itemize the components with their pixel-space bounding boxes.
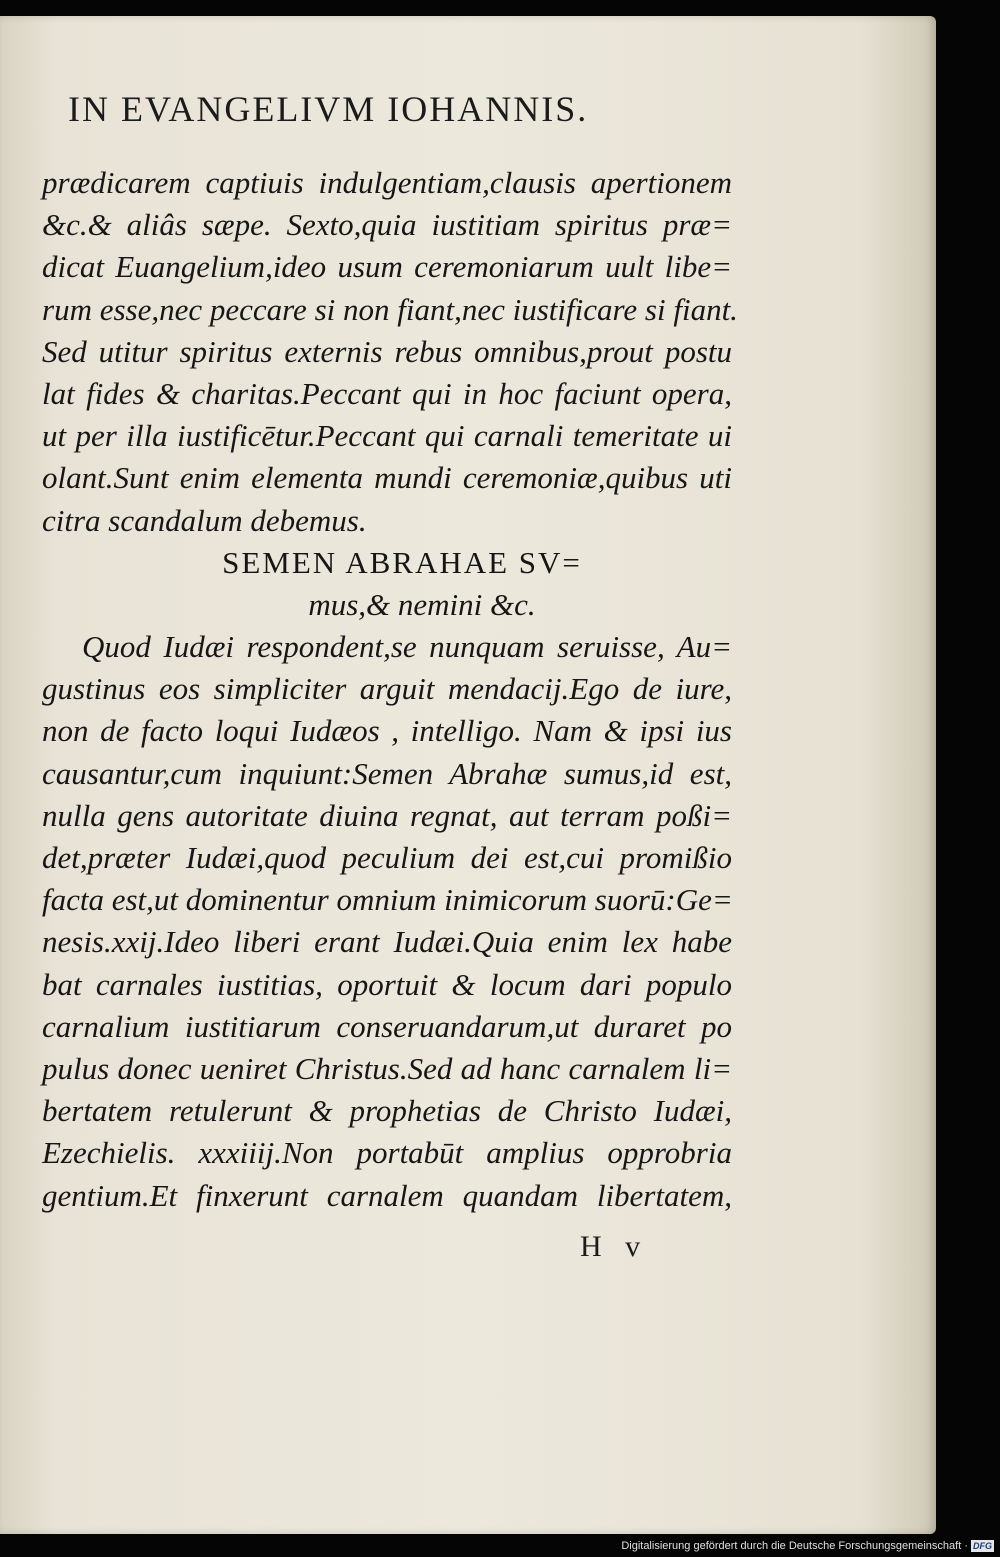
text-line: pulus donec ueniret Christus.Sed ad hanc carnalem li= — [42, 1050, 732, 1086]
text-line: bertatem retulerunt & prophetias de Christo Iudæi, — [42, 1093, 732, 1129]
footer-credit: Digitalisierung gefördert durch die Deutsche Forschungsgemeinschaft · — [621, 1540, 968, 1552]
signature-mark: H v — [580, 1230, 649, 1263]
text-line: prædicarem captiuis indulgentiam,clausis apertionem — [42, 165, 732, 200]
dfg-logo: DFG — [973, 1541, 992, 1551]
section-heading: SEMEN ABRAHAE SV= — [222, 544, 582, 580]
text-line: ut per illa iustificētur.Peccant qui carnali temeritate ui — [42, 418, 732, 454]
text-line: det,præter Iudæi,quod peculium dei est,cui promißio — [42, 840, 732, 875]
text-line: facta est,ut dominentur omnium inimicorum suorū:Ge= — [42, 882, 733, 918]
text-line: lat fides & charitas.Peccant qui in hoc faciunt opera, — [42, 375, 732, 411]
book-page — [0, 16, 936, 1534]
text-line: nesis.xxij.Ideo liberi erant Iudæi.Quia enim lex habe — [42, 924, 732, 960]
text-line: non de facto loqui Iudæos , intelligo. Nam & ipsi ius — [42, 713, 732, 749]
text-line: carnalium iustitiarum conseruandarum,ut duraret po — [42, 1008, 732, 1044]
body-text — [42, 162, 738, 1217]
text-line: nulla gens autoritate diuina regnat, aut terram poßi= — [42, 797, 732, 833]
text-line: Ezechielis. xxxiiij.Non portabūt amplius opprobria — [42, 1135, 732, 1171]
text-line: causantur,cum inquiunt:Semen Abrahæ sumus,id est, — [42, 755, 732, 791]
text-line: Sed utitur spiritus externis rebus omnibus,prout postu — [42, 333, 732, 369]
text-line: citra scandalum debemus. — [42, 502, 367, 538]
text-line: gustinus eos simpliciter arguit mendacij.Ego de iure, — [42, 671, 732, 707]
text-line: rum esse,nec peccare si non fiant,nec iustificare si fiant. — [42, 291, 738, 327]
text-line: bat carnales iustitias, oportuit & locum dari populo — [42, 966, 732, 1002]
section-heading-continuation: mus,& nemini &c. — [308, 586, 536, 622]
text-line: &c.& aliâs sæpe. Sexto,quia iustitiam spiritus præ= — [42, 207, 732, 243]
text-line: dicat Euangelium,ideo usum ceremoniarum uult libe= — [42, 249, 732, 285]
running-head: IN EVANGELIVM IOHANNIS. — [68, 89, 589, 129]
text-line: olant.Sunt enim elementa mundi ceremoniæ,quibus uti — [42, 460, 732, 496]
text-line: Quod Iudæi respondent,se nunquam seruisse, Au= — [82, 629, 732, 665]
footer — [621, 1539, 994, 1553]
text-line: gentium.Et finxerunt carnalem quandam libertatem, — [42, 1177, 732, 1213]
